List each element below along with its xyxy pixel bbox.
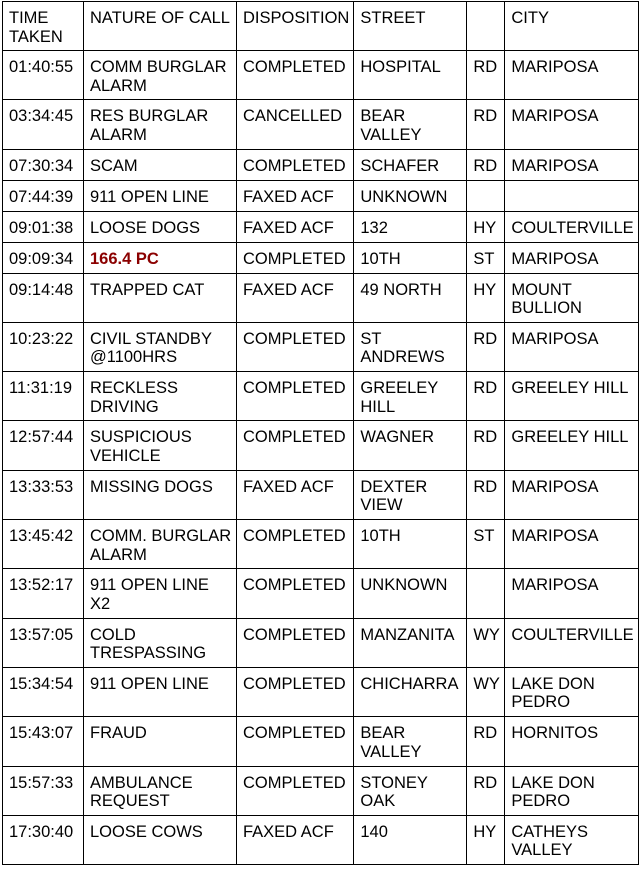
nature-cell: MISSING DOGS (84, 470, 237, 519)
header-street: STREET (354, 2, 467, 51)
nature-cell: 911 OPEN LINE X2 (84, 569, 237, 618)
street-cell: 10TH (354, 520, 467, 569)
time-cell: 15:34:54 (3, 667, 84, 716)
street-type-cell: RD (467, 149, 505, 180)
nature-cell: TRAPPED CAT (84, 273, 237, 322)
nature-cell: 166.4 PC (84, 242, 237, 273)
street-cell: UNKNOWN (354, 569, 467, 618)
disposition-cell: FAXED ACF (237, 273, 354, 322)
nature-cell: RECKLESS DRIVING (84, 372, 237, 421)
nature-cell: LOOSE COWS (84, 815, 237, 864)
street-cell: 132 (354, 211, 467, 242)
time-cell: 12:57:44 (3, 421, 84, 470)
disposition-cell: FAXED ACF (237, 180, 354, 211)
header-disposition: DISPOSITION (237, 2, 354, 51)
disposition-cell: COMPLETED (237, 717, 354, 766)
street-type-cell: RD (467, 372, 505, 421)
disposition-cell: COMPLETED (237, 618, 354, 667)
time-cell: 13:52:17 (3, 569, 84, 618)
street-type-cell: WY (467, 667, 505, 716)
street-cell: SCHAFER (354, 149, 467, 180)
table-row (3, 273, 639, 322)
nature-cell: CIVIL STANDBY @1100HRS (84, 322, 237, 371)
nature-cell: LOOSE DOGS (84, 211, 237, 242)
time-cell: 03:34:45 (3, 100, 84, 149)
table-row (3, 667, 639, 716)
street-cell: BEAR VALLEY (354, 717, 467, 766)
call-log-table (2, 1, 639, 865)
table-row (3, 766, 639, 815)
time-cell: 15:43:07 (3, 717, 84, 766)
disposition-cell: FAXED ACF (237, 211, 354, 242)
street-type-cell: RD (467, 322, 505, 371)
time-cell: 09:09:34 (3, 242, 84, 273)
table-row (3, 242, 639, 273)
disposition-cell: COMPLETED (237, 322, 354, 371)
disposition-cell: COMPLETED (237, 569, 354, 618)
disposition-cell: FAXED ACF (237, 815, 354, 864)
table-row (3, 149, 639, 180)
disposition-cell: FAXED ACF (237, 470, 354, 519)
street-type-cell: WY (467, 618, 505, 667)
time-cell: 01:40:55 (3, 51, 84, 100)
time-cell: 10:23:22 (3, 322, 84, 371)
disposition-cell: COMPLETED (237, 520, 354, 569)
table-row (3, 100, 639, 149)
table-row (3, 520, 639, 569)
street-type-cell (467, 180, 505, 211)
city-cell: GREELEY HILL (505, 372, 638, 421)
street-cell: GREELEY HILL (354, 372, 467, 421)
city-cell: CATHEYS VALLEY (505, 815, 638, 864)
header-time-taken: TIME TAKEN (3, 2, 84, 51)
street-cell: HOSPITAL (354, 51, 467, 100)
table-row (3, 211, 639, 242)
disposition-cell: COMPLETED (237, 242, 354, 273)
street-cell: UNKNOWN (354, 180, 467, 211)
street-type-cell: HY (467, 211, 505, 242)
city-cell: LAKE DON PEDRO (505, 667, 638, 716)
city-cell: MARIPOSA (505, 100, 638, 149)
street-cell: WAGNER (354, 421, 467, 470)
header-nature-of-call: NATURE OF CALL (84, 2, 237, 51)
disposition-cell: COMPLETED (237, 51, 354, 100)
header-street-type (467, 2, 505, 51)
city-cell: MARIPOSA (505, 322, 638, 371)
table-row (3, 470, 639, 519)
nature-cell: 911 OPEN LINE (84, 180, 237, 211)
street-type-cell: ST (467, 242, 505, 273)
street-cell: STONEY OAK (354, 766, 467, 815)
street-type-cell: RD (467, 717, 505, 766)
street-type-cell: HY (467, 815, 505, 864)
nature-cell: COMM. BURGLAR ALARM (84, 520, 237, 569)
table-row (3, 322, 639, 371)
street-cell: 10TH (354, 242, 467, 273)
city-cell: LAKE DON PEDRO (505, 766, 638, 815)
street-cell: 49 NORTH (354, 273, 467, 322)
time-cell: 15:57:33 (3, 766, 84, 815)
table-row (3, 421, 639, 470)
time-cell: 09:14:48 (3, 273, 84, 322)
table-row (3, 618, 639, 667)
table-row (3, 717, 639, 766)
nature-cell: SUSPICIOUS VEHICLE (84, 421, 237, 470)
street-type-cell: RD (467, 51, 505, 100)
time-cell: 11:31:19 (3, 372, 84, 421)
street-type-cell: HY (467, 273, 505, 322)
nature-cell: AMBULANCE REQUEST (84, 766, 237, 815)
nature-cell: RES BURGLAR ALARM (84, 100, 237, 149)
table-row (3, 51, 639, 100)
city-cell: MARIPOSA (505, 242, 638, 273)
city-cell: COULTERVILLE (505, 211, 638, 242)
street-cell: BEAR VALLEY (354, 100, 467, 149)
city-cell: MARIPOSA (505, 569, 638, 618)
time-cell: 13:57:05 (3, 618, 84, 667)
city-cell: MARIPOSA (505, 51, 638, 100)
time-cell: 13:45:42 (3, 520, 84, 569)
header-city: CITY (505, 2, 638, 51)
nature-cell: 911 OPEN LINE (84, 667, 237, 716)
disposition-cell: CANCELLED (237, 100, 354, 149)
time-cell: 09:01:38 (3, 211, 84, 242)
street-type-cell: RD (467, 470, 505, 519)
nature-cell: COLD TRESPASSING (84, 618, 237, 667)
street-cell: 140 (354, 815, 467, 864)
street-type-cell: RD (467, 766, 505, 815)
header-row (3, 2, 639, 51)
disposition-cell: COMPLETED (237, 149, 354, 180)
nature-cell: FRAUD (84, 717, 237, 766)
table-row (3, 569, 639, 618)
street-type-cell: ST (467, 520, 505, 569)
disposition-cell: COMPLETED (237, 766, 354, 815)
nature-cell: COMM BURGLAR ALARM (84, 51, 237, 100)
city-cell (505, 180, 638, 211)
time-cell: 07:44:39 (3, 180, 84, 211)
city-cell: GREELEY HILL (505, 421, 638, 470)
time-cell: 13:33:53 (3, 470, 84, 519)
street-type-cell: RD (467, 421, 505, 470)
table-row (3, 372, 639, 421)
city-cell: MOUNT BULLION (505, 273, 638, 322)
disposition-cell: COMPLETED (237, 372, 354, 421)
time-cell: 07:30:34 (3, 149, 84, 180)
disposition-cell: COMPLETED (237, 421, 354, 470)
street-cell: ST ANDREWS (354, 322, 467, 371)
street-cell: DEXTER VIEW (354, 470, 467, 519)
city-cell: COULTERVILLE (505, 618, 638, 667)
city-cell: MARIPOSA (505, 470, 638, 519)
street-type-cell: RD (467, 100, 505, 149)
time-cell: 17:30:40 (3, 815, 84, 864)
city-cell: HORNITOS (505, 717, 638, 766)
disposition-cell: COMPLETED (237, 667, 354, 716)
city-cell: MARIPOSA (505, 520, 638, 569)
street-type-cell (467, 569, 505, 618)
street-cell: MANZANITA (354, 618, 467, 667)
table-row (3, 180, 639, 211)
table-row (3, 815, 639, 864)
city-cell: MARIPOSA (505, 149, 638, 180)
street-cell: CHICHARRA (354, 667, 467, 716)
nature-cell: SCAM (84, 149, 237, 180)
